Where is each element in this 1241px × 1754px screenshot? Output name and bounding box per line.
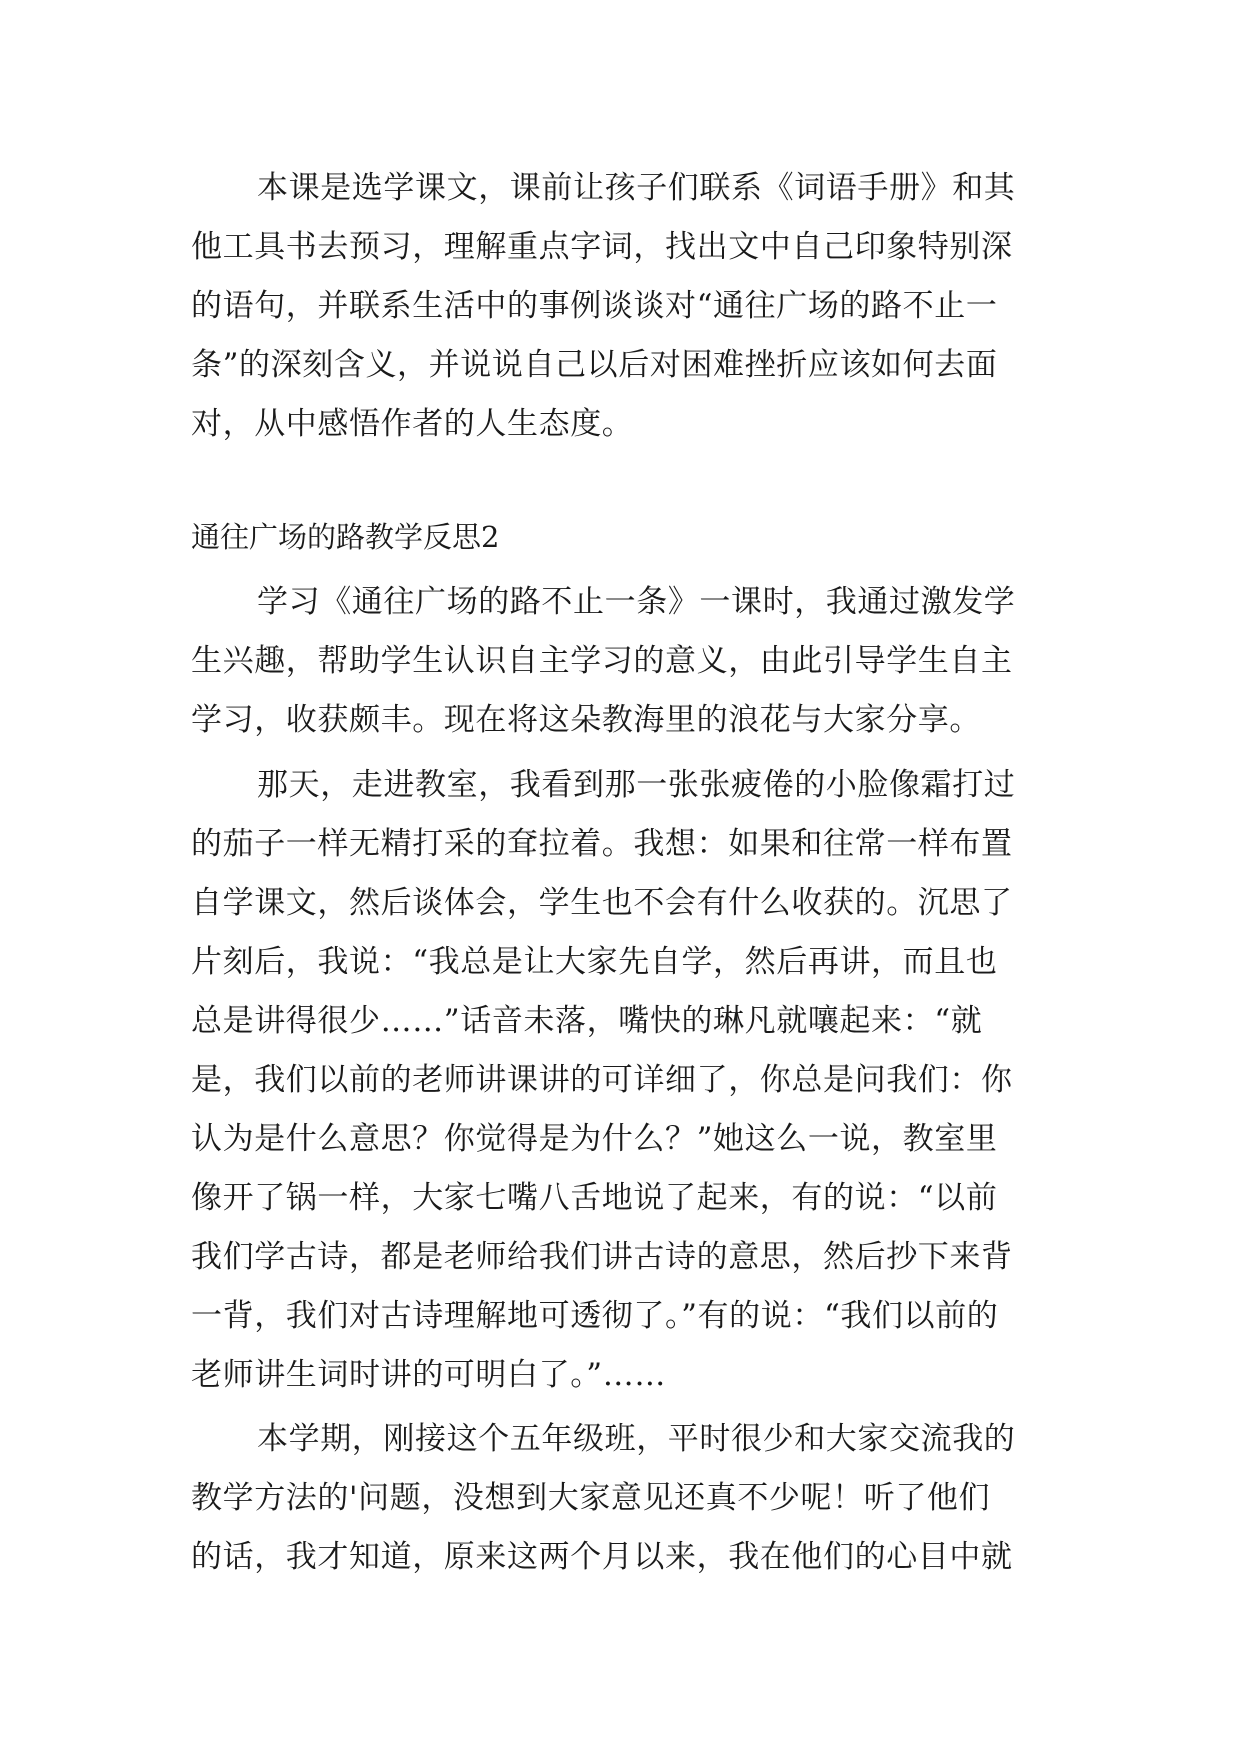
- text-line: 的茄子一样无精打采的耷拉着。我想：如果和往常一样布置: [191, 826, 1013, 862]
- text-line: 片刻后，我说：“我总是让大家先自学，然后再讲，而且也: [191, 944, 998, 980]
- text-line: 生兴趣，帮助学生认识自主学习的意义，由此引导学生自主: [191, 643, 1013, 679]
- text-line: 本课是选学课文，课前让孩子们联系《词语手册》和其: [257, 170, 1016, 206]
- text-line: 他工具书去预习，理解重点字词，找出文中自己印象特别深: [191, 229, 1013, 265]
- text-line: 老师讲生词时讲的可明白了。”……: [191, 1357, 666, 1393]
- text-line: 总是讲得很少……”话音未落，嘴快的琳凡就嚷起来：“就: [191, 1003, 983, 1039]
- section-heading: 通往广场的路教学反思2: [191, 520, 500, 554]
- text-line: 自学课文，然后谈体会，学生也不会有什么收获的。沉思了: [191, 885, 1013, 921]
- text-line: 本学期，刚接这个五年级班，平时很少和大家交流我的: [257, 1421, 1016, 1457]
- text-line: 的语句，并联系生活中的事例谈谈对“通往广场的路不止一: [191, 288, 998, 324]
- text-line: 学习《通往广场的路不止一条》一课时，我通过激发学: [257, 584, 1016, 620]
- text-line: 是，我们以前的老师讲课讲的可详细了，你总是问我们：你: [191, 1062, 1013, 1098]
- text-line: 的话，我才知道，原来这两个月以来，我在他们的心目中就: [191, 1539, 1013, 1575]
- text-line: 认为是什么意思？你觉得是为什么？”她这么一说，教室里: [191, 1121, 998, 1157]
- text-line: 像开了锅一样，大家七嘴八舌地说了起来，有的说：“以前: [191, 1180, 998, 1216]
- text-line: 条”的深刻含义，并说说自己以后对困难挫折应该如何去面: [191, 347, 998, 383]
- text-line: 那天，走进教室，我看到那一张张疲倦的小脸像霜打过: [257, 767, 1016, 803]
- text-line: 教学方法的'问题，没想到大家意见还真不少呢！听了他们: [191, 1480, 991, 1516]
- text-line: 对，从中感悟作者的人生态度。: [191, 406, 634, 442]
- text-line: 一背，我们对古诗理解地可透彻了。”有的说：“我们以前的: [191, 1298, 999, 1334]
- text-line: 我们学古诗，都是老师给我们讲古诗的意思，然后抄下来背: [191, 1239, 1013, 1275]
- text-line: 学习，收获颇丰。现在将这朵教海里的浪花与大家分享。: [191, 702, 981, 738]
